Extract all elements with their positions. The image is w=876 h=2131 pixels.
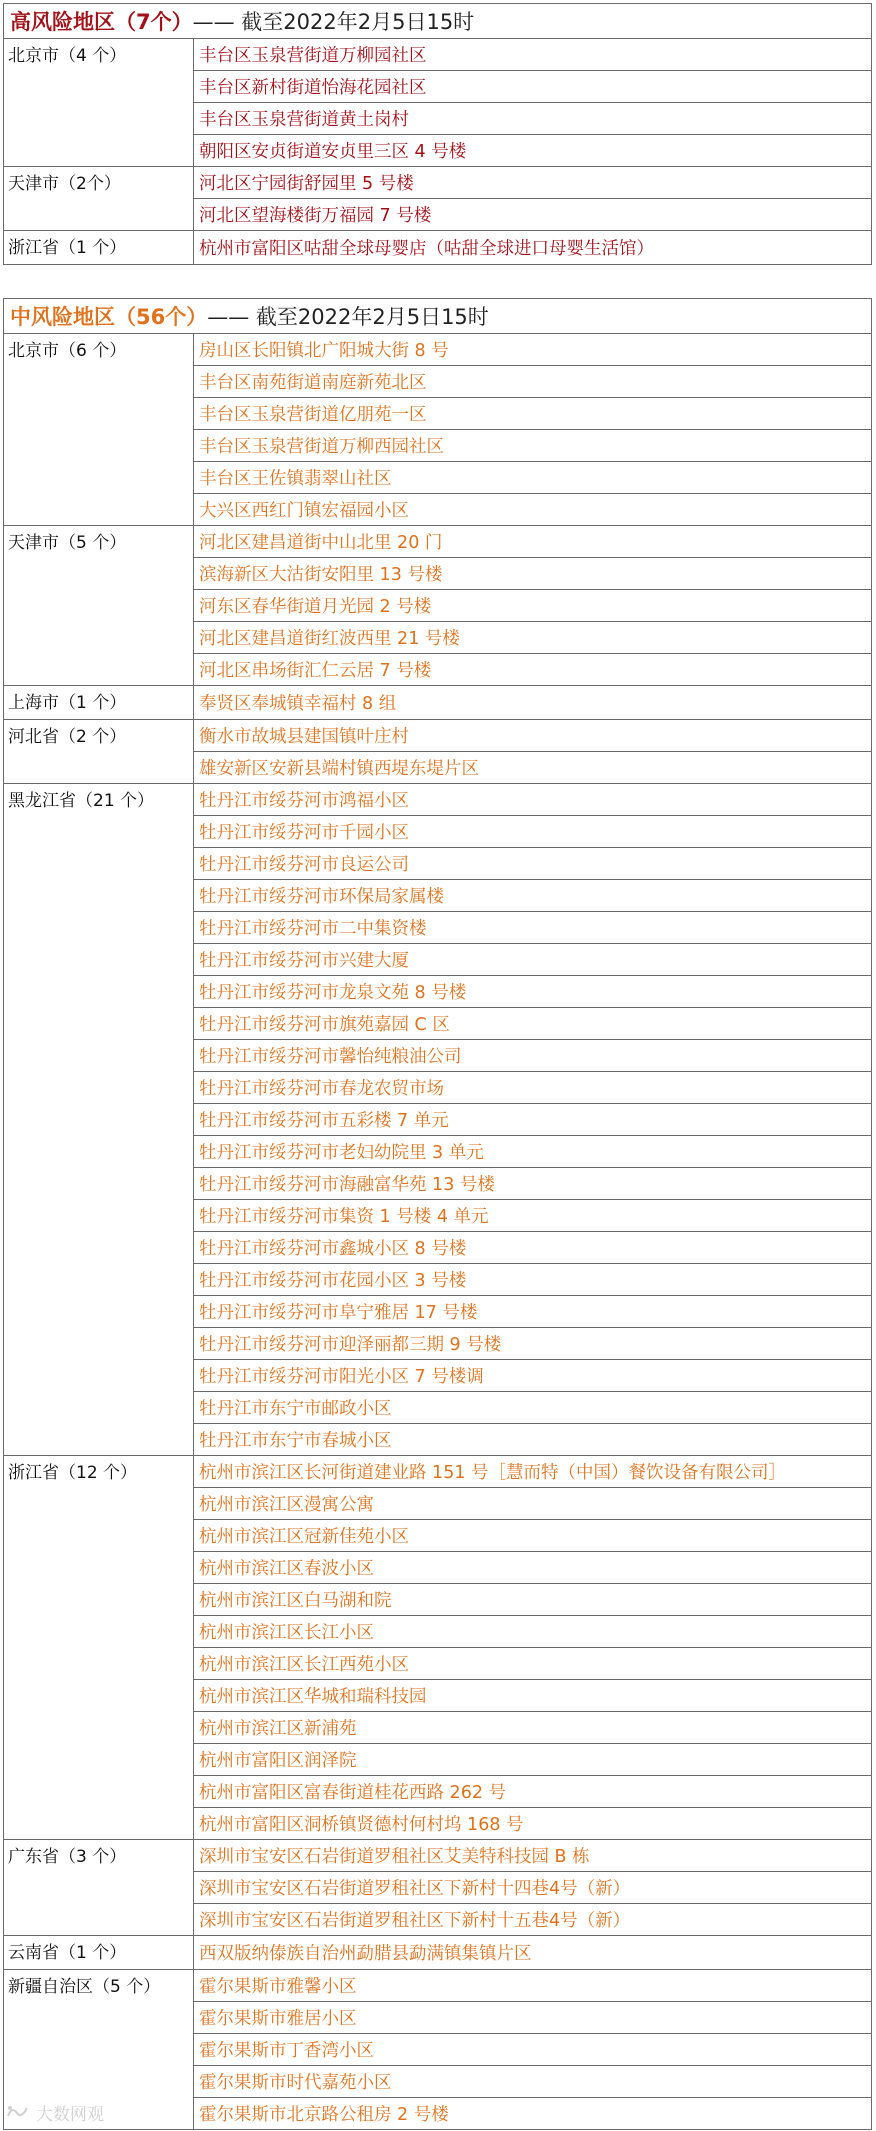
medium-risk-place-cell: 河北区串场街汇仁云居 7 号楼 xyxy=(194,654,872,686)
medium-risk-place-cell: 杭州市滨江区白马湖和院 xyxy=(194,1584,872,1616)
medium-risk-place-cell: 河北区建昌道街中山北里 20 门 xyxy=(194,526,872,558)
medium-risk-place-cell: 牡丹江市绥芬河市花园小区 3 号楼 xyxy=(194,1264,872,1296)
medium-risk-place-cell: 杭州市富阳区洞桥镇贤德村何村坞 168 号 xyxy=(194,1808,872,1840)
high-risk-place-cell: 河北区宁园街舒园里 5 号楼 xyxy=(194,167,872,199)
high-risk-header xyxy=(4,4,872,39)
medium-risk-place-cell: 霍尔果斯市雅居小区 xyxy=(194,2002,872,2034)
medium-risk-row xyxy=(4,1456,872,1488)
medium-risk-place-cell: 牡丹江市绥芬河市二中集资楼 xyxy=(194,912,872,944)
medium-risk-place-cell: 衡水市故城县建国镇叶庄村 xyxy=(194,720,872,752)
medium-risk-place-cell: 杭州市滨江区长江小区 xyxy=(194,1616,872,1648)
high-risk-title: 高风险地区（7个） xyxy=(10,10,193,34)
medium-risk-place-cell: 深圳市宝安区石岩街道罗租社区下新村十四巷4号（新） xyxy=(194,1872,872,1904)
medium-risk-row xyxy=(4,1970,872,2002)
medium-risk-place-cell: 杭州市滨江区华城和瑞科技园 xyxy=(194,1680,872,1712)
medium-risk-header xyxy=(4,299,872,334)
high-risk-place-cell: 朝阳区安贞街道安贞里三区 4 号楼 xyxy=(194,135,872,167)
medium-risk-place-cell: 牡丹江市绥芬河市鸿福小区 xyxy=(194,784,872,816)
medium-risk-place-cell: 牡丹江市绥芬河市老妇幼院里 3 单元 xyxy=(194,1136,872,1168)
medium-risk-region-cell: 黑龙江省（21 个） xyxy=(4,784,194,1456)
medium-risk-place-cell: 牡丹江市绥芬河市环保局家属楼 xyxy=(194,880,872,912)
medium-risk-place-cell: 丰台区南苑街道南庭新苑北区 xyxy=(194,366,872,398)
medium-risk-place-cell: 牡丹江市东宁市春城小区 xyxy=(194,1424,872,1456)
medium-risk-place-cell: 牡丹江市绥芬河市集资 1 号楼 4 单元 xyxy=(194,1200,872,1232)
medium-risk-place-cell: 雄安新区安新县端村镇西堤东堤片区 xyxy=(194,752,872,784)
medium-risk-place-cell: 牡丹江市绥芬河市旗苑嘉园 C 区 xyxy=(194,1008,872,1040)
logo-mark-icon xyxy=(6,2104,36,2125)
medium-risk-region-cell: 云南省（1 个） xyxy=(4,1936,194,1970)
medium-risk-place-cell: 杭州市滨江区长江西苑小区 xyxy=(194,1648,872,1680)
medium-risk-place-cell: 杭州市滨江区新浦苑 xyxy=(194,1712,872,1744)
high-risk-place-cell: 河北区望海楼街万福园 7 号楼 xyxy=(194,199,872,231)
medium-risk-place-cell: 牡丹江市绥芬河市阳光小区 7 号楼调 xyxy=(194,1360,872,1392)
medium-risk-row xyxy=(4,784,872,816)
watermark xyxy=(6,2100,104,2125)
medium-risk-table xyxy=(3,298,872,2130)
medium-risk-row xyxy=(4,720,872,752)
medium-risk-place-cell: 河北区建昌道街红波西里 21 号楼 xyxy=(194,622,872,654)
high-risk-body xyxy=(4,39,872,265)
high-risk-region-cell: 浙江省（1 个） xyxy=(4,231,194,265)
medium-risk-region-cell: 天津市（5 个） xyxy=(4,526,194,686)
medium-risk-place-cell: 牡丹江市绥芬河市龙泉文苑 8 号楼 xyxy=(194,976,872,1008)
medium-risk-place-cell: 滨海新区大沽街安阳里 13 号楼 xyxy=(194,558,872,590)
medium-risk-place-cell: 牡丹江市绥芬河市良运公司 xyxy=(194,848,872,880)
medium-risk-place-cell: 牡丹江市绥芬河市五彩楼 7 单元 xyxy=(194,1104,872,1136)
medium-risk-region-cell: 浙江省（12 个） xyxy=(4,1456,194,1840)
medium-risk-place-cell: 丰台区玉泉营街道亿朋苑一区 xyxy=(194,398,872,430)
medium-risk-place-cell: 霍尔果斯市北京路公租房 2 号楼 xyxy=(194,2098,872,2130)
medium-risk-place-cell: 杭州市滨江区冠新佳苑小区 xyxy=(194,1520,872,1552)
medium-risk-body xyxy=(4,334,872,2130)
medium-risk-place-cell: 杭州市滨江区漫寓公寓 xyxy=(194,1488,872,1520)
medium-risk-region-cell: 上海市（1 个） xyxy=(4,686,194,720)
medium-risk-place-cell: 牡丹江市绥芬河市千园小区 xyxy=(194,816,872,848)
medium-risk-row xyxy=(4,526,872,558)
high-risk-table xyxy=(3,3,872,265)
medium-risk-place-cell: 牡丹江市东宁市邮政小区 xyxy=(194,1392,872,1424)
high-risk-place-cell: 丰台区玉泉营街道黄土岗村 xyxy=(194,103,872,135)
medium-risk-row xyxy=(4,334,872,366)
medium-risk-place-cell: 牡丹江市绥芬河市馨怡纯粮油公司 xyxy=(194,1040,872,1072)
medium-risk-place-cell: 杭州市富阳区润泽院 xyxy=(194,1744,872,1776)
medium-risk-header-row xyxy=(4,299,872,334)
high-risk-date-note: —— 截至2022年2月5日15时 xyxy=(192,10,475,34)
medium-risk-place-cell: 牡丹江市绥芬河市春龙农贸市场 xyxy=(194,1072,872,1104)
medium-risk-place-cell: 房山区长阳镇北广阳城大街 8 号 xyxy=(194,334,872,366)
medium-risk-place-cell: 牡丹江市绥芬河市鑫城小区 8 号楼 xyxy=(194,1232,872,1264)
medium-risk-place-cell: 牡丹江市绥芬河市阜宁雅居 17 号楼 xyxy=(194,1296,872,1328)
medium-risk-place-cell: 牡丹江市绥芬河市迎泽丽都三期 9 号楼 xyxy=(194,1328,872,1360)
medium-risk-place-cell: 霍尔果斯市雅馨小区 xyxy=(194,1970,872,2002)
medium-risk-row xyxy=(4,1840,872,1872)
medium-risk-place-cell: 杭州市富阳区富春街道桂花西路 262 号 xyxy=(194,1776,872,1808)
medium-risk-place-cell: 深圳市宝安区石岩街道罗租社区艾美特科技园 B 栋 xyxy=(194,1840,872,1872)
high-risk-place-cell: 丰台区新村街道怡海花园社区 xyxy=(194,71,872,103)
medium-risk-place-cell: 杭州市滨江区长河街道建业路 151 号［慧而特（中国）餐饮设备有限公司］ xyxy=(194,1456,872,1488)
medium-risk-place-cell: 牡丹江市绥芬河市海融富华苑 13 号楼 xyxy=(194,1168,872,1200)
medium-risk-place-cell: 大兴区西红门镇宏福园小区 xyxy=(194,494,872,526)
medium-risk-place-cell: 丰台区王佐镇翡翠山社区 xyxy=(194,462,872,494)
medium-risk-place-cell: 杭州市滨江区春波小区 xyxy=(194,1552,872,1584)
medium-risk-place-cell: 河东区春华街道月光园 2 号楼 xyxy=(194,590,872,622)
medium-risk-region-cell: 广东省（3 个） xyxy=(4,1840,194,1936)
medium-risk-place-cell: 牡丹江市绥芬河市兴建大厦 xyxy=(194,944,872,976)
medium-risk-region-cell: 北京市（6 个） xyxy=(4,334,194,526)
high-risk-place-cell: 丰台区玉泉营街道万柳园社区 xyxy=(194,39,872,71)
medium-risk-region-cell: 河北省（2 个） xyxy=(4,720,194,784)
medium-risk-row xyxy=(4,1936,872,1970)
watermark-text: 大数网观 xyxy=(36,2105,104,2125)
medium-risk-place-cell: 西双版纳傣族自治州勐腊县勐满镇集镇片区 xyxy=(194,1936,872,1970)
high-risk-row xyxy=(4,231,872,265)
medium-risk-row xyxy=(4,686,872,720)
high-risk-row xyxy=(4,167,872,199)
medium-risk-title: 中风险地区（56个） xyxy=(10,305,208,329)
medium-risk-place-cell: 丰台区玉泉营街道万柳西园社区 xyxy=(194,430,872,462)
medium-risk-date-note: —— 截至2022年2月5日15时 xyxy=(207,305,489,329)
high-risk-region-cell: 天津市（2个） xyxy=(4,167,194,231)
high-risk-place-cell: 杭州市富阳区咕甜全球母婴店（咕甜全球进口母婴生活馆） xyxy=(194,231,872,265)
medium-risk-place-cell: 霍尔果斯市丁香湾小区 xyxy=(194,2034,872,2066)
medium-risk-region-cell: 新疆自治区（5 个） xyxy=(4,1970,194,2130)
medium-risk-place-cell: 深圳市宝安区石岩街道罗租社区下新村十五巷4号（新） xyxy=(194,1904,872,1936)
medium-risk-place-cell: 奉贤区奉城镇幸福村 8 组 xyxy=(194,686,872,720)
medium-risk-place-cell: 霍尔果斯市时代嘉苑小区 xyxy=(194,2066,872,2098)
high-risk-region-cell: 北京市（4 个） xyxy=(4,39,194,167)
high-risk-header-row xyxy=(4,4,872,39)
high-risk-row xyxy=(4,39,872,71)
